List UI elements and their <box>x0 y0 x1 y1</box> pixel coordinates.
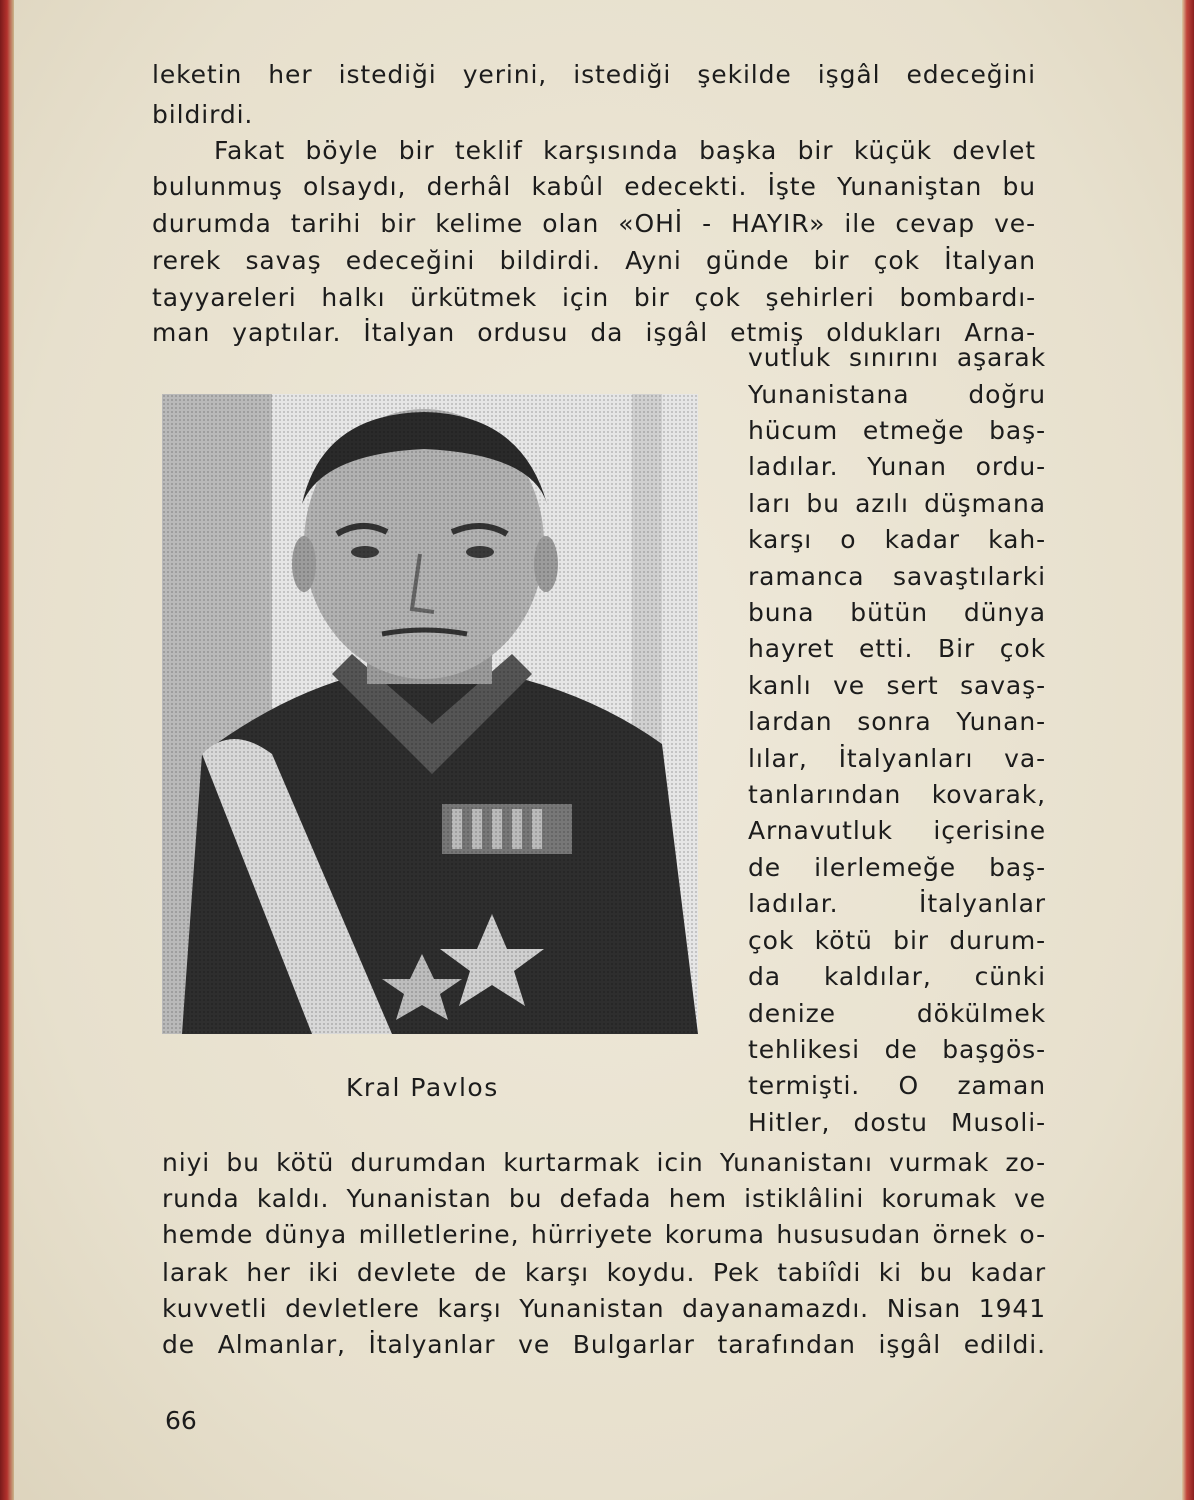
text-line: rerek savaş edeceğini bildirdi. Ayni günde bir çok İtalyan <box>152 246 1036 275</box>
text-line: de ilerlemeğe baş- <box>748 853 1046 882</box>
text-line: niyi bu kötü durumdan kurtarmak icin Yunanistanı vurmak zo- <box>162 1148 1046 1177</box>
text-line: denize dökülmek <box>748 999 1046 1028</box>
text-line: lılar, İtalyanları va- <box>748 744 1046 773</box>
text-line: ları bu azılı düşmana <box>748 489 1046 518</box>
text-line: vutluk sınırını aşarak <box>748 343 1046 372</box>
text-line: bulunmuş olsaydı, derhâl kabûl edecekti. İşte Yunaniştan bu <box>152 172 1036 201</box>
portrait-photo <box>162 394 698 1034</box>
text-line: man yaptılar. İtalyan ordusu da işgâl etmiş oldukları Arna- <box>152 318 1036 347</box>
text-line: buna bütün dünya <box>748 598 1046 627</box>
text-line: karşı o kadar kah- <box>748 525 1046 554</box>
text-line: larak her iki devlete de karşı koydu. Pek tabiîdi ki bu kadar <box>162 1258 1046 1287</box>
text-line: ramanca savaştılarki <box>748 562 1046 591</box>
text-line: bildirdi. <box>152 100 254 129</box>
text-line: da kaldılar, cünki <box>748 962 1046 991</box>
text-line: hücum etmeğe baş- <box>748 416 1046 445</box>
text-line: termişti. O zaman <box>748 1071 1046 1100</box>
text-line: de Almanlar, İtalyanlar ve Bulgarlar tarafından işgâl edildi. <box>162 1330 1046 1359</box>
text-line: runda kaldı. Yunanistan bu defada hem istiklâlini korumak ve <box>162 1184 1046 1213</box>
photo-caption: Kral Pavlos <box>346 1073 499 1102</box>
text-line: Fakat böyle bir teklif karşısında başka bir küçük devlet <box>214 136 1036 165</box>
text-line: tehlikesi de başgös- <box>748 1035 1046 1064</box>
text-line: çok kötü bir durum- <box>748 926 1046 955</box>
text-line: kanlı ve sert savaş- <box>748 671 1046 700</box>
text-line: Yunanistana doğru <box>748 380 1046 409</box>
text-line: tanlarından kovarak, <box>748 780 1046 809</box>
text-line: Hitler, dostu Musoli- <box>748 1108 1046 1137</box>
text-line: hemde dünya milletlerine, hürriyete koruma hususudan örnek o- <box>162 1220 1046 1249</box>
text-line: lardan sonra Yunan- <box>748 707 1046 736</box>
text-line: durumda tarihi bir kelime olan «OHİ - HAYIR» ile cevap ve- <box>152 209 1036 238</box>
text-line: kuvvetli devletlere karşı Yunanistan dayanamazdı. Nisan 1941 <box>162 1294 1046 1323</box>
portrait-image <box>162 394 698 1034</box>
text-line: Arnavutluk içerisine <box>748 816 1046 845</box>
text-line: tayyareleri halkı ürkütmek için bir çok şehirleri bombardı- <box>152 283 1036 312</box>
text-line: ladılar. İtalyanlar <box>748 889 1046 918</box>
text-line: hayret etti. Bir çok <box>748 634 1046 663</box>
text-line: ladılar. Yunan ordu- <box>748 452 1046 481</box>
page-number: 66 <box>165 1406 197 1435</box>
text-line: leketin her istediği yerini, istediği şekilde işgâl edeceğini <box>152 60 1036 89</box>
